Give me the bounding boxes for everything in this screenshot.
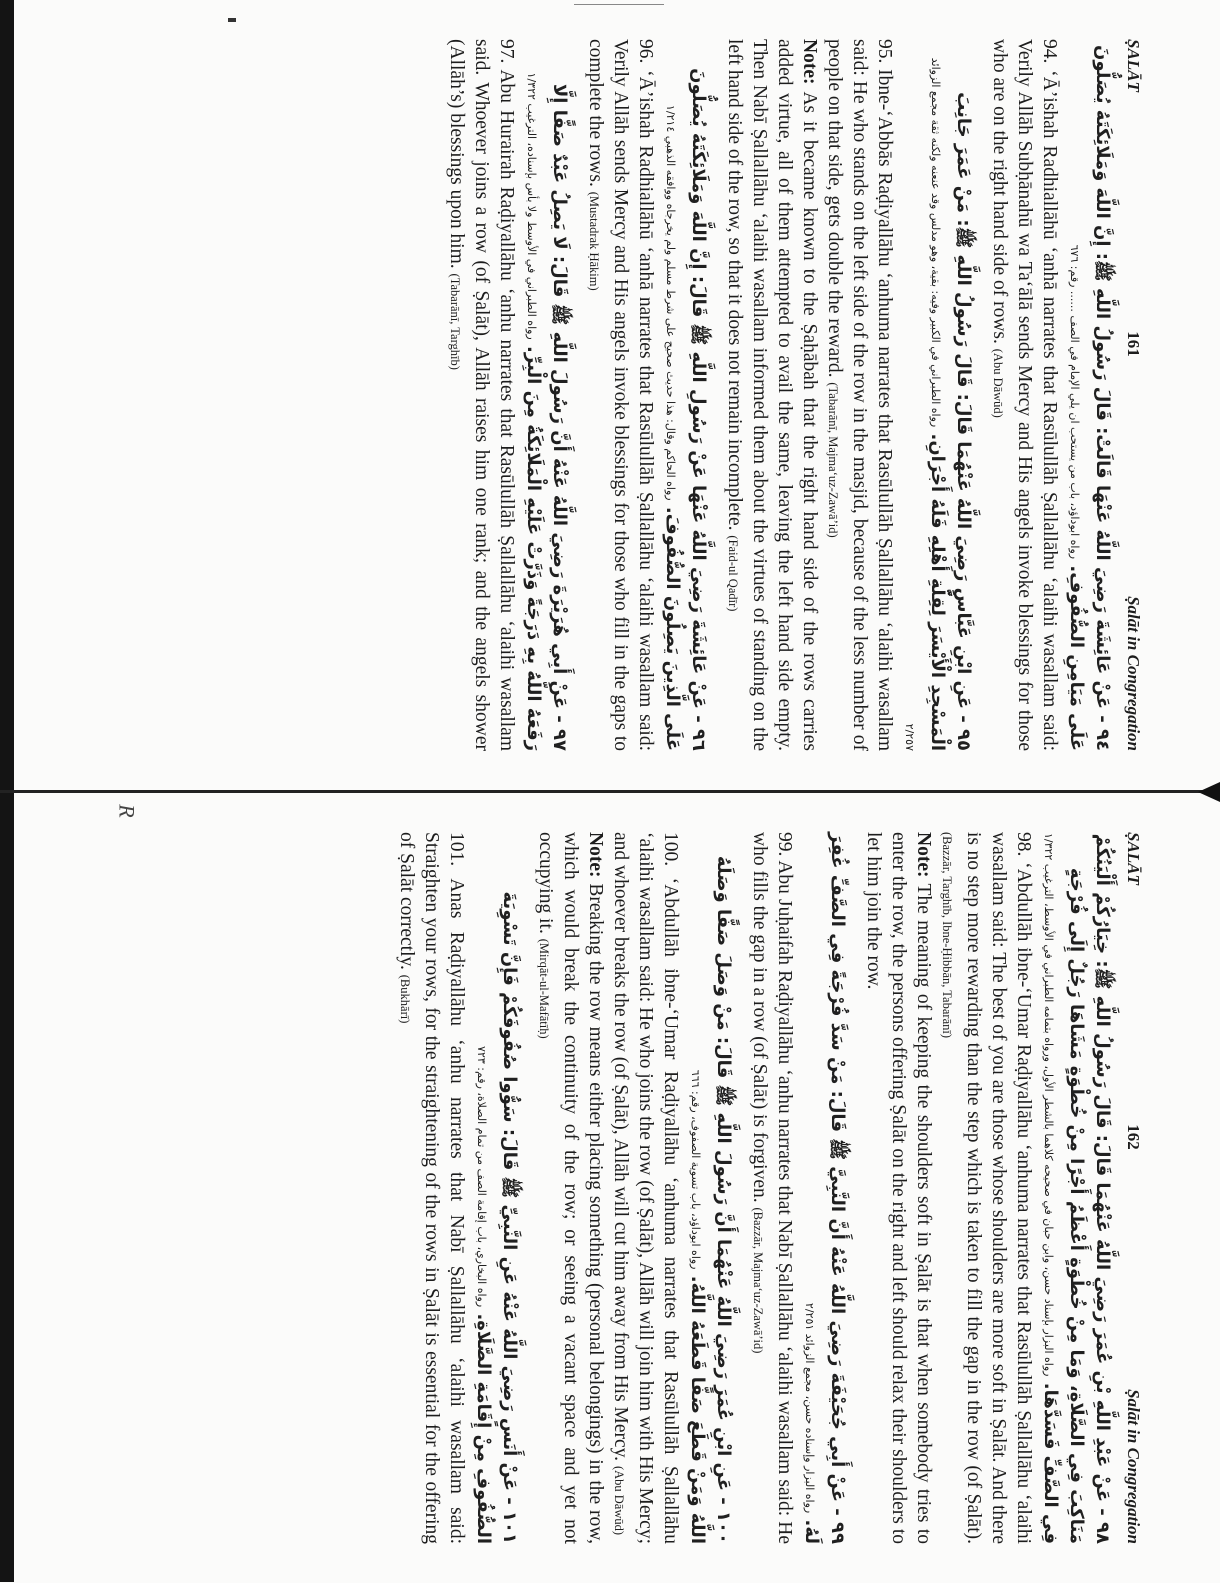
- reference: (Bukhārī): [397, 974, 412, 1024]
- page-161-content: [75, 35, 1145, 755]
- english-text: 101. Anas Raḍiyallāhu ‘anhu narrates that Nabī Ṣallallāhu ‘alaihi wasallam said: Straighten your rows, for the straightening of the rows in Ṣalāt is essential for the offering of Ṣalāt correctly.: [395, 832, 467, 1544]
- reference: (Mustadrak Ḥākim): [586, 191, 601, 291]
- english-translation: [721, 39, 896, 751]
- page-161: [0, 0, 1220, 790]
- header-right: Ṣalāt in Congregation: [1124, 1389, 1143, 1544]
- arabic-source: رواه الطبراني في الكبير وفيه: بقية، وهو مدلس وقد عنعنه ولكنه ثقة مجمع الزوائد ٢/٢٥٧: [902, 57, 942, 751]
- page-number: 161: [1124, 331, 1143, 357]
- hadith-95: [721, 39, 976, 751]
- arabic-line: ٩٦ - عَنْ عَائِشَةَ رَضِيَ اللَّهُ عَنْهَا عَنْ رَسُولِ اللَّهِ ﷺ قَالَ: إِنَّ اللَّهَ وَمَلَائِكَتَهُ يُصَلُّونَ عَلَى الَّذِينَ يَصِلُونَ الصُّفُوفَ.: [661, 68, 709, 751]
- arabic-source: رواه ابوداؤد، باب من يستحب ان يلي الإمام في الصف ...... رقم: ٦٧٦: [1067, 244, 1081, 560]
- arabic-source: رواه الحاكم وقال: هذا حديث صحيح على شرط مسلم ولم يخرجاه ووافقه الذهبي ١/٢١٤: [663, 104, 677, 501]
- note-reference: (Faid-ul Qadīr): [725, 535, 740, 612]
- english-translation: [532, 832, 682, 1544]
- english-translation: [860, 832, 1035, 1544]
- hadith-99: [746, 832, 850, 1544]
- header-left: ṢALĀT: [1124, 832, 1143, 885]
- reference: (Abu Dāwūd): [990, 348, 1005, 418]
- arabic-source: رواه البزار بإسناد حسن، وابن حبان في صحيحه كلاهما بالشطر الأول، ورواه بتمامه الطبراني في الأوسط، الترغيب ١/٣٢٢: [1041, 832, 1055, 1377]
- arabic-line: ١٠١ - عَنْ أَنَسٍ رَضِيَ اللَّهُ عَنْهُ عَنِ النَّبِيِّ ﷺ قَالَ: سَوُّوا صُفُوفَكُمْ فَإِنَّ تَسْوِيَةَ الصُّفُوفِ مِنْ إِقَامَةِ الصَّلَاةِ.: [472, 891, 521, 1544]
- arabic-line: ٩٥ - عَنِ ابْنِ عَبَّاسٍ رَضِيَ اللَّهُ عَنْهُمَا قَالَ: قَالَ رَسُولُ اللَّهِ ﷺ: مَنْ عَمَرَ جَانِبَ الْمَسْجِدِ الْأَيْسَرَ لِقِلَّةِ أَهْلِهِ فَلَهُ أَجْرَانِ.: [926, 92, 974, 751]
- arabic-source: رواه الطبراني في الأوسط ولا بأس بإسناده، الترغيب ١/٣٢٢: [524, 72, 538, 340]
- arabic-text: [1037, 832, 1115, 1544]
- page-number: 162: [1124, 1124, 1143, 1150]
- arabic-text: [659, 39, 711, 751]
- page-162: [0, 793, 1220, 1583]
- note-text: The meaning of keeping the shoulders soft in Ṣalāt is that when somebody tries to enter the row, the persons offering Ṣalāt on the right and left should relax their shoulders to let him join the row.: [863, 832, 934, 1544]
- arabic-line: ٩٤ - عَنْ عَائِشَةَ رَضِيَ اللَّهُ عَنْهَا قَالَتْ: قَالَ رَسُولُ اللَّهِ ﷺ: إِنَّ اللَّهَ وَمَلَائِكَتَهُ يُصَلُّونَ عَلَى مَيَامِنِ الصُّفُوفِ.: [1065, 45, 1113, 751]
- hadith-97: [443, 39, 572, 751]
- english-translation: [986, 39, 1061, 751]
- english-translation: [443, 39, 518, 751]
- header-left: ṢALĀT: [1124, 39, 1143, 92]
- english-translation: [393, 832, 468, 1544]
- arabic-line: ٩٧ - عَنْ أَبِي هُرَيْرَةَ رَضِيَ اللَّهُ عَنْهُ أَنَّ رَسُولَ اللَّهِ ﷺ قَالَ: لَا يَصِلُ عَبْدٌ صَفًّا إِلَّا رَفَعَهُ اللَّهُ بِهِ دَرَجَةً وَذَرَّتْ عَلَيْهِ الْمَلَائِكَةُ مِنَ الْبِرِّ.: [522, 83, 570, 751]
- english-translation: [746, 832, 796, 1544]
- reference: (Bazzār, Targhīb, Ibne-Ḥibbān, Tabarānī): [939, 832, 954, 1038]
- reference: (Abu Dāwūd): [611, 1465, 626, 1536]
- reference: (Tabarānī, Targhīb): [447, 273, 462, 370]
- hadith-101: [393, 832, 522, 1544]
- arabic-text: [898, 39, 976, 751]
- note-reference: (Mirqāt-ul-Mafātīḥ): [537, 938, 551, 1039]
- running-head: [1123, 39, 1143, 751]
- english-text: 95. Ibne-‘Abbās Raḍiyallāhu ‘anhuma narrates that Rasūlullāh Ṣallallāhu ‘alaihi wasallam said: He who stands on the left side of the row in the masjid, because of the less number of people on that side, gets double the reward.: [823, 39, 895, 751]
- hadith-96: [582, 39, 711, 751]
- arabic-text: [798, 832, 850, 1544]
- arabic-line: ٩٨ - عَنْ عَبْدِ اللَّهِ بْنِ عُمَرَ رَضِيَ اللَّهُ عَنْهُمَا قَالَ: قَالَ رَسُولُ اللَّهِ ﷺ: خِيَارُكُمْ أَلْيَنُكُمْ مَنَاكِبَ فِي الصَّلَاةِ، وَمَا مِنْ خُطْوَةٍ أَعْظَمُ أَجْرًا مِنْ خُطْوَةٍ مَشَاهَا رَجُلٌ إِلَى فُرْجَةٍ فِي الصَّفِّ فَسَدَّهَا.: [1039, 833, 1113, 1544]
- note-text: Breaking the row means either placing something (personal belongings) in the row, which would break the continuity of the row; or seeing a vacant space and yet not occupying it.: [535, 832, 606, 1544]
- english-text: 98. ‘Abdullāh ibne-‘Umar Raḍiyallāhu ‘anhuma narrates that Rasūlullāh Ṣallallāhu ‘alaihi wasallam said: The best of you are those whose shoulders are more soft in Ṣalāt. And there is no step more rewarding than the step which is taken to fill the gap in the row (of Ṣalāt).: [962, 832, 1034, 1544]
- note-label: Note:: [912, 832, 934, 878]
- page-162-content: [75, 828, 1145, 1548]
- english-translation: [582, 39, 657, 751]
- arabic-source: رواه البخاري، باب إقامة الصف من تمام الصلاة، رقم: ٧٢٣: [474, 1046, 488, 1308]
- hadith-100: [532, 832, 736, 1544]
- arabic-text: [470, 832, 522, 1544]
- arabic-source: رواه ابوداؤد، باب تسوية الصفوف، رقم: ٦٦٦: [688, 1069, 702, 1270]
- hadith-94: [986, 39, 1115, 751]
- arabic-text: [1063, 39, 1115, 751]
- hadith-98: [860, 832, 1115, 1544]
- english-text: 97. Abu Hurairah Raḍiyallāhu ‘anhu narrates that Rasūlullāh Ṣallallāhu ‘alaihi wasallam said. Whoever joins a row (of Ṣalāt), Allāh raises him one rank; and the angels shower (Allāh’s) blessings upon him.: [445, 39, 517, 751]
- arabic-text: [684, 832, 736, 1544]
- english-text: 94. ‘Ā’ishah Radhiallāhū ‘anhā narrates that Rasūlullāh Ṣallallāhu ‘alaihi wasallam said: Verily Allāh Subḥānahū wa Ta‘ālā sends Mercy and His angels invoke blessings for those who are on the right hand side of rows.: [988, 39, 1060, 751]
- header-right: Ṣalāt in Congregation: [1124, 596, 1143, 751]
- note-label: Note:: [798, 39, 820, 85]
- english-text: 96. ‘Ā’ishah Radhiallāhū ‘anhā narrates that Rasūlullāh Ṣallallāhu ‘alaihi wasallam said: Verily Allāh sends Mercy and His angels invoke blessings for those who fill in the gaps to complete the rows.: [584, 39, 656, 751]
- reference: (Bazzār, Majma‘uz-Zawā’id): [750, 1207, 765, 1354]
- note-label: Note:: [584, 832, 606, 878]
- arabic-source: رواه البزار وإسناده حسن، مجمع الزوائد ٢/٢٥١: [802, 1302, 816, 1514]
- arabic-line: ٩٩ - عَنْ أَبِي جُحَيْفَةَ رَضِيَ اللَّهُ عَنْهُ أَنَّ النَّبِيَّ ﷺ قَالَ: مَنْ سَدَّ فُرْجَةً فِي الصَّفِّ غُفِرَ لَهُ.: [800, 832, 849, 1544]
- english-text: 99. Abu Juḥaifah Raḍiyallāhu ‘anhu narrates that Nabī Ṣallallāhu ‘alaihi wasallam said: He who fills the gap in a row (of Ṣalāt) is forgiven.: [748, 832, 795, 1544]
- running-head: [1123, 832, 1143, 1544]
- note-text: As it became known to the Ṣaḥābah that the right hand side of the rows carries added virtue, all of them attempted to avail the same, leaving the left hand side empty. Then Nabī Ṣallallāhu ‘alaihi wasallam informed them about the virtues of standing on the left hand side of the row, so that it does not remain incomplete.: [723, 39, 820, 751]
- fold-mark: R: [114, 804, 140, 818]
- arabic-line: ١٠٠ - عَنِ ابْنِ عُمَرَ رَضِيَ اللَّهُ عَنْهُمَا أَنَّ رَسُولَ اللَّهِ ﷺ قَالَ: مَنْ وَصَلَ صَفًّا وَصَلَهُ اللَّهُ وَمَنْ قَطَعَ صَفًّا قَطَعَهُ اللَّهُ.: [686, 855, 734, 1544]
- arabic-text: [520, 39, 572, 751]
- english-text: 100. ‘Abdullāh ibne-‘Umar Raḍiyallāhu ‘anhuma narrates that Rasūlullāh Ṣallallāhu ‘alaihi wasallam said: He who joins the row (of Ṣalāt), Allāh will join him with His Mercy; and whoever breaks the row (of Ṣalāt), Allāh will cut him away from His Mercy.: [609, 832, 681, 1544]
- reference: (Tabarānī, Majma‘uz-Zawā’id): [825, 382, 840, 538]
